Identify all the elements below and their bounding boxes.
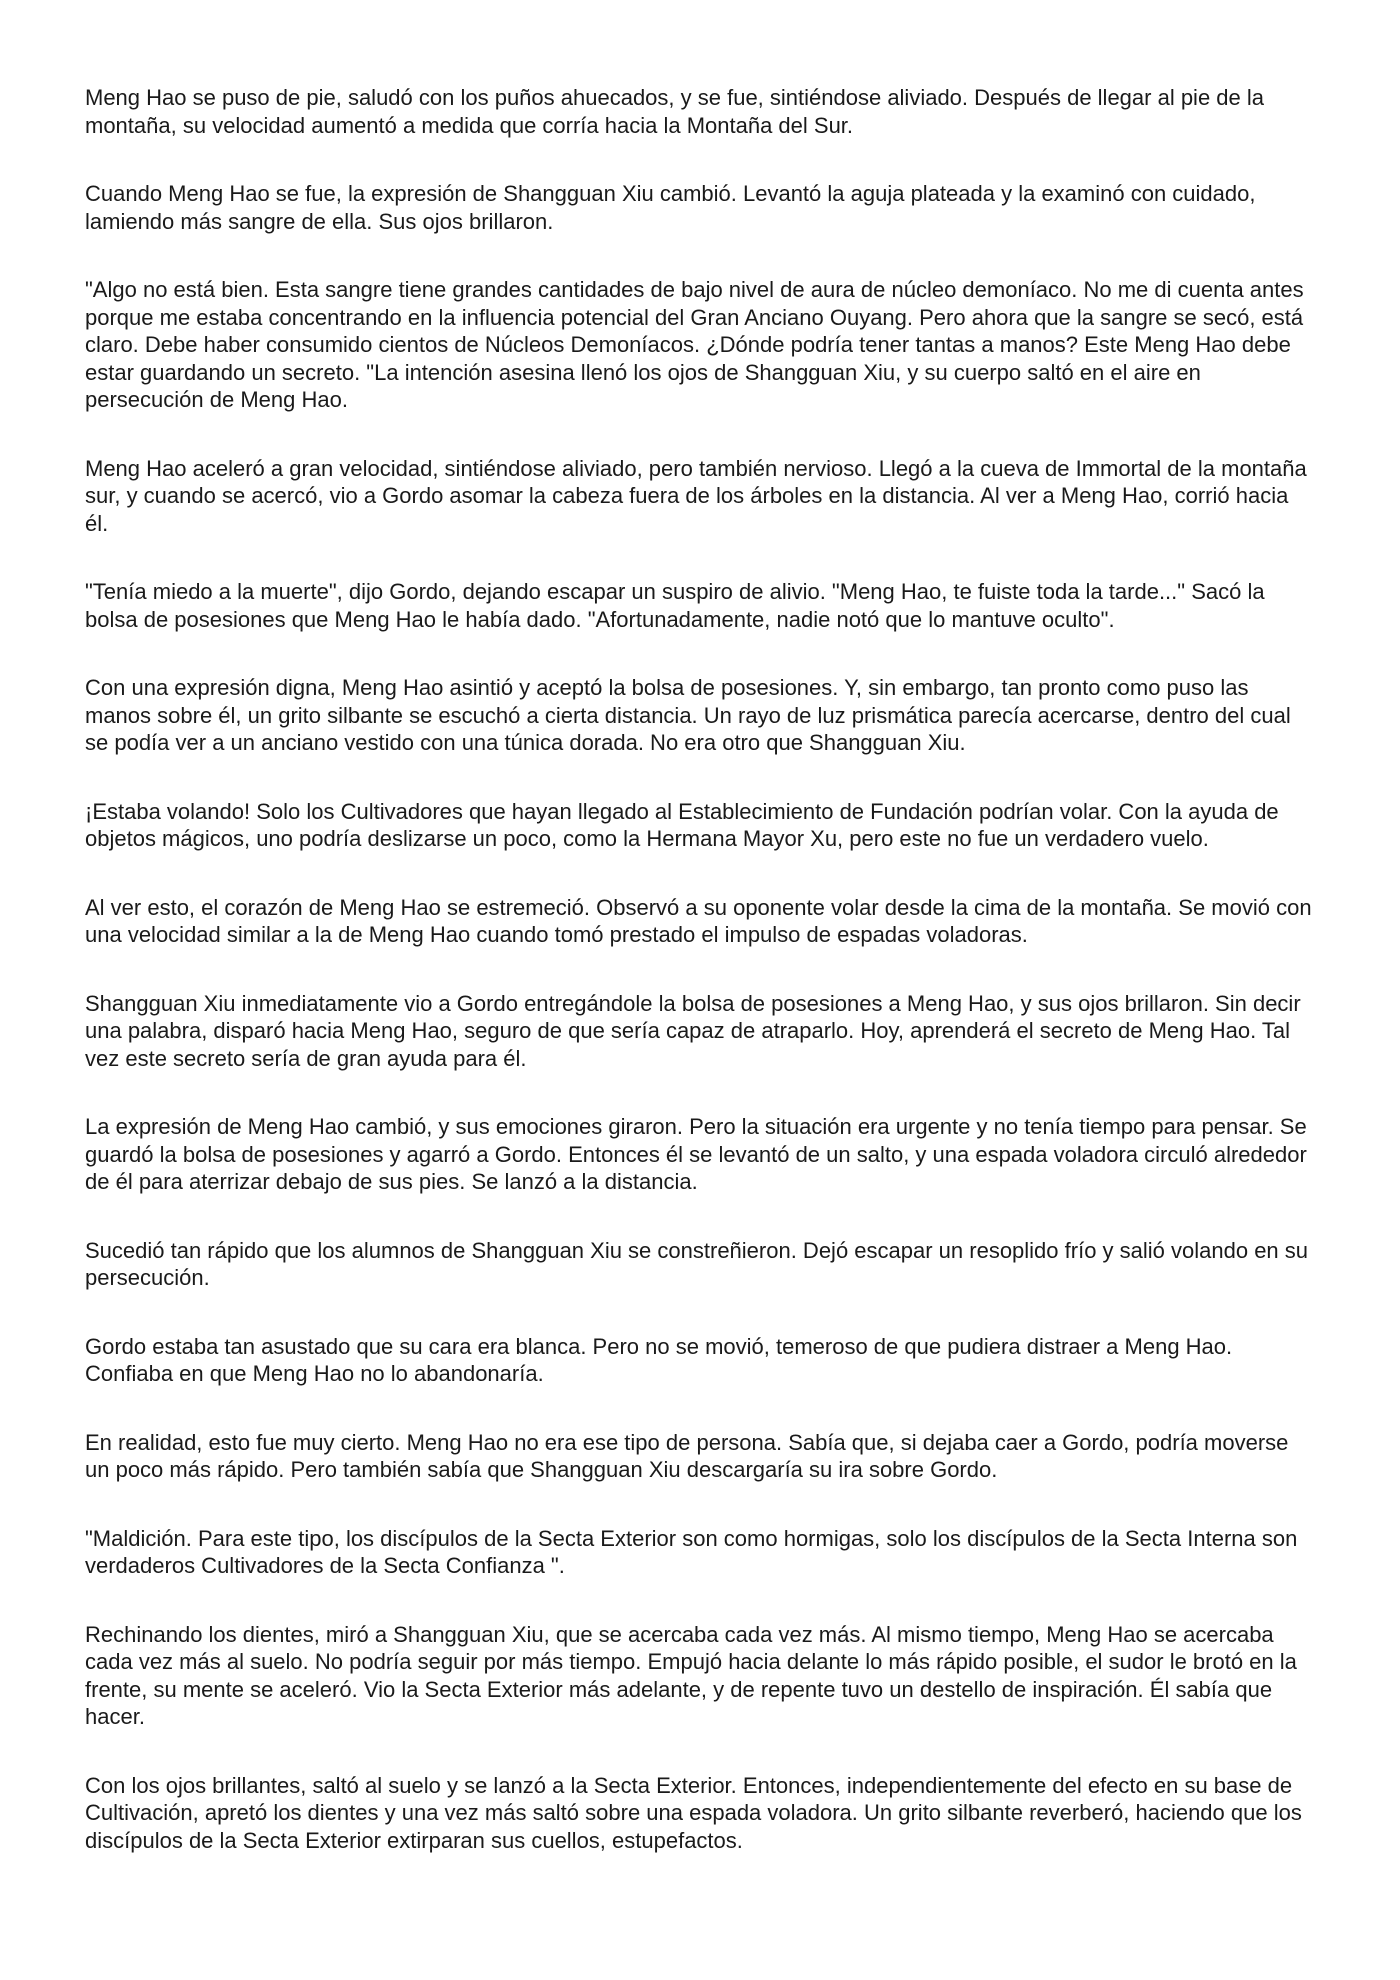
paragraph: Cuando Meng Hao se fue, la expresión de Shangguan Xiu cambió. Levantó la aguja plateada y la examinó con cuidado, lamiendo más sangre de ella. Sus ojos brillaron. [85,181,1256,234]
paragraph: "Tenía miedo a la muerte", dijo Gordo, dejando escapar un suspiro de alivio. "Meng Hao, te fuiste toda la tarde..." Sacó la bolsa de posesiones que Meng Hao le había dado. "Afortunadamente, nadie notó que lo mantuve oculto". [85,579,1265,632]
paragraph: Con una expresión digna, Meng Hao asintió y aceptó la bolsa de posesiones. Y, sin embargo, tan pronto como puso las manos sobre él, un grito silbante se escuchó a cierta distancia. Un rayo de luz prismática parecía acercarse, dentro del cual se podía ver a un anciano vestido con una túnica dorada. No era otro que Shangguan Xiu. [85,675,1291,755]
paragraph: Meng Hao se puso de pie, saludó con los puños ahuecados, y se fue, sintiéndose aliviado. Después de llegar al pie de la montaña, su velocidad aumentó a medida que corría hacia la Montaña del Sur. [85,85,1264,138]
paragraph: Gordo estaba tan asustado que su cara era blanca. Pero no se movió, temeroso de que pudiera distraer a Meng Hao. Confiaba en que Meng Hao no lo abandonaría. [85,1333,1233,1386]
paragraph: ¡Estaba volando! Solo los Cultivadores que hayan llegado al Establecimiento de Fundación podrían volar. Con la ayuda de objetos mágicos, uno podría deslizarse un poco, como la Hermana Mayor Xu, pero este no fue un verdadero vuelo. [85,798,1279,851]
document-page [85,84,1315,1895]
paragraph: Con los ojos brillantes, saltó al suelo y se lanzó a la Secta Exterior. Entonces, independientemente del efecto en su base de Cultivación, apretó los dientes y una vez más saltó sobre una espada voladora. Un grito silbante reverberó, haciendo que los discípulos de la Secta Exterior extirparan sus cuellos, estupefactos. [85,1772,1302,1853]
paragraph: Rechinando los dientes, miró a Shangguan Xiu, que se acercaba cada vez más. Al mismo tiempo, Meng Hao se acercaba cada vez más al suelo. No podría seguir por más tiempo. Empujó hacia delante lo más rápido posible, el sudor le brotó en la frente, su mente se aceleró. Vio la Secta Exterior más adelante, y de repente tuvo un destello de inspiración. Él sabía que hacer. [85,1621,1297,1729]
paragraph: "Maldición. Para este tipo, los discípulos de la Secta Exterior son como hormigas, solo los discípulos de la Secta Interna son verdaderos Cultivadores de la Secta Confianza ". [85,1525,1298,1578]
paragraph: La expresión de Meng Hao cambió, y sus emociones giraron. Pero la situación era urgente y no tenía tiempo para pensar. Se guardó la bolsa de posesiones y agarró a Gordo. Entonces él se levantó de un salto, y una espada voladora circuló alrededor de él para aterrizar debajo de sus pies. Se lanzó a la distancia. [85,1114,1307,1194]
paragraph: Shangguan Xiu inmediatamente vio a Gordo entregándole la bolsa de posesiones a Meng Hao, y sus ojos brillaron. Sin decir una palabra, disparó hacia Meng Hao, seguro de que sería capaz de atraparlo. Hoy, aprenderá el secreto de Meng Hao. Tal vez este secreto sería de gran ayuda para él. [85,990,1301,1071]
paragraph: En realidad, esto fue muy cierto. Meng Hao no era ese tipo de persona. Sabía que, si dejaba caer a Gordo, podría moverse un poco más rápido. Pero también sabía que Shangguan Xiu descargaría su ira sobre Gordo. [85,1429,1289,1482]
paragraph: "Algo no está bien. Esta sangre tiene grandes cantidades de bajo nivel de aura de núcleo demoníaco. No me di cuenta antes porque me estaba concentrando en la influencia potencial del Gran Anciano Ouyang. Pero ahora que la sangre se secó, está claro. Debe haber consumido cientos de Núcleos Demoníacos. ¿Dónde podría tener tantas a manos? Este Meng Hao debe estar guardando un secreto. "La intención asesina llenó los ojos de Shangguan Xiu, y su cuerpo saltó en el aire en persecución de Meng Hao. [85,277,1304,412]
paragraph: Al ver esto, el corazón de Meng Hao se estremeció. Observó a su oponente volar desde la cima de la montaña. Se movió con una velocidad similar a la de Meng Hao cuando tomó prestado el impulso de espadas voladoras. [85,894,1312,947]
paragraph: Sucedió tan rápido que los alumnos de Shangguan Xiu se constreñieron. Dejó escapar un resoplido frío y salió volando en su persecución. [85,1237,1309,1290]
paragraph: Meng Hao aceleró a gran velocidad, sintiéndose aliviado, pero también nervioso. Llegó a la cueva de Immortal de la montaña sur, y cuando se acercó, vio a Gordo asomar la cabeza fuera de los árboles en la distancia. Al ver a Meng Hao, corrió hacia él. [85,455,1307,536]
